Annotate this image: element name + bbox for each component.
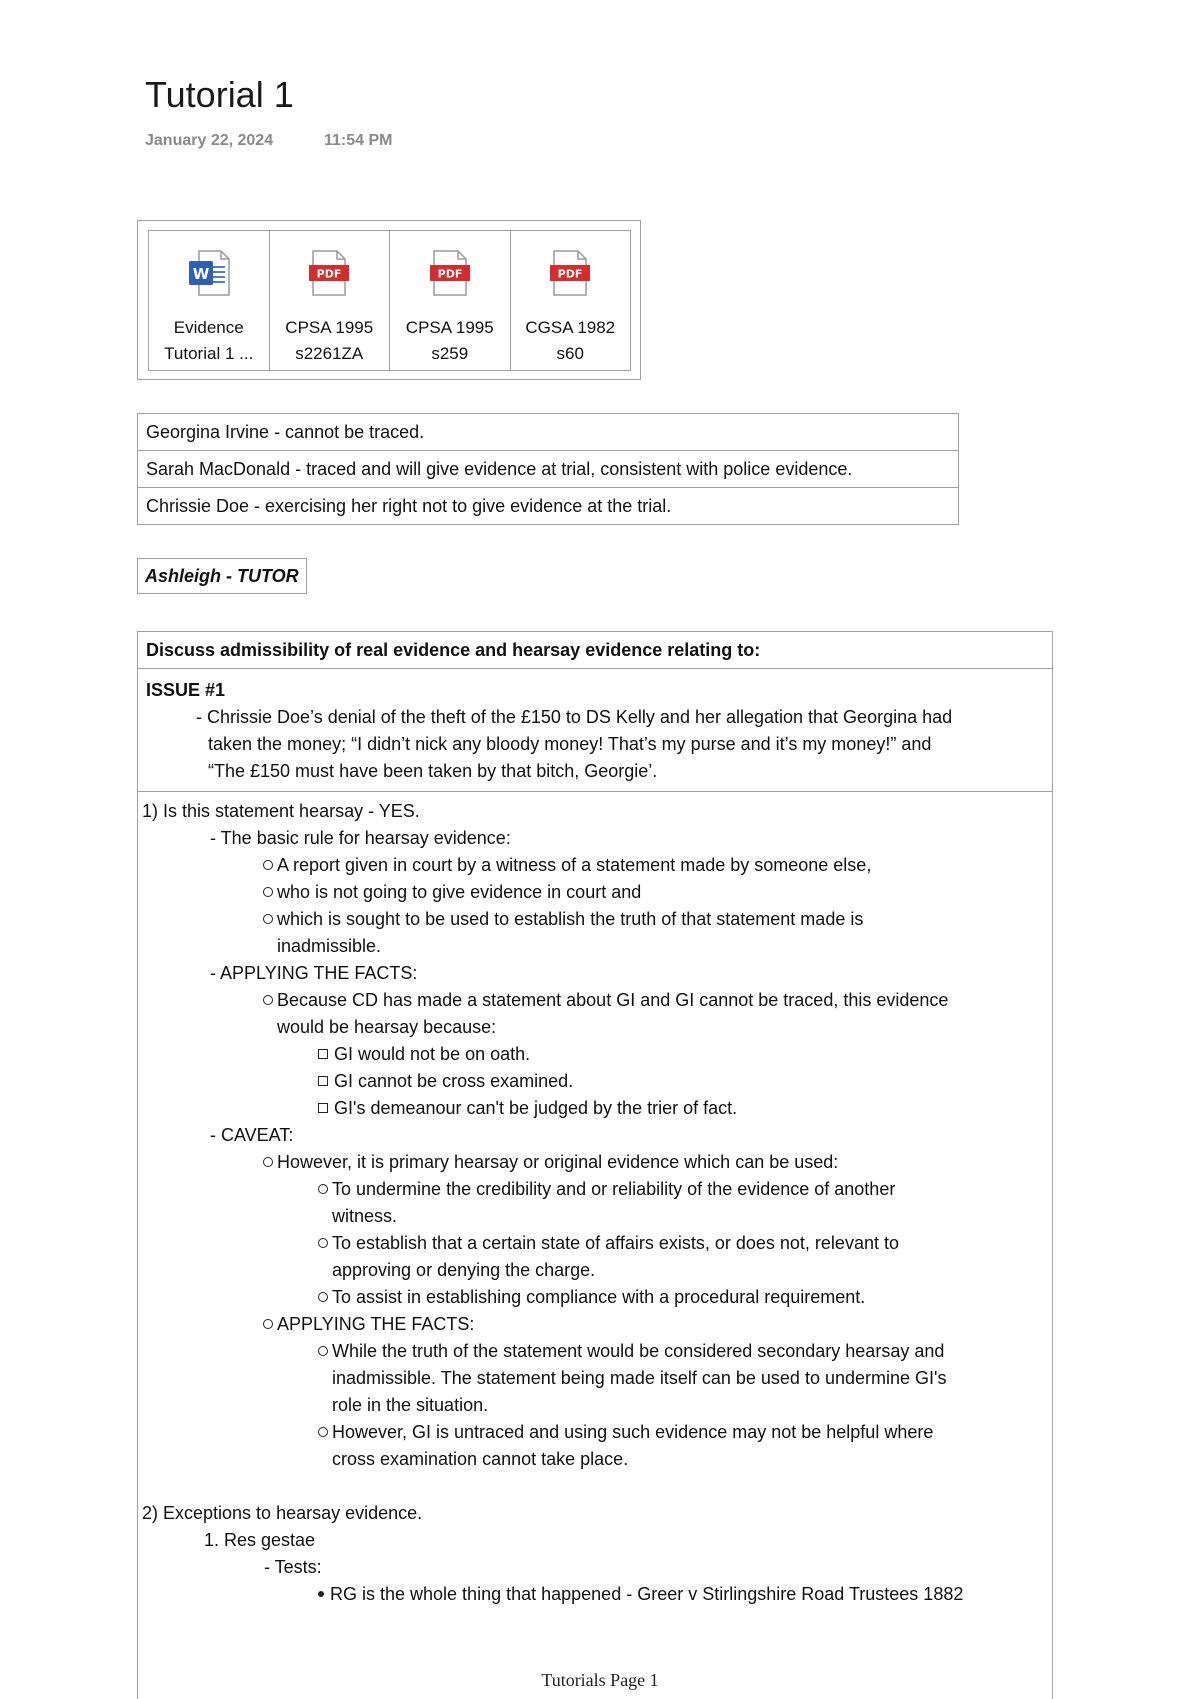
list-item: However, GI is untraced and using such evidence may not be helpful where: [332, 1422, 934, 1442]
page-title: Tutorial 1: [145, 74, 294, 115]
square-bullet-icon: [318, 1076, 328, 1086]
issue-cell[interactable]: [138, 669, 1052, 792]
page-date: January 22, 2024: [145, 132, 274, 149]
list-item: would be hearsay because:: [277, 1017, 497, 1037]
list-item: To assist in establishing compliance with a procedural requirement.: [332, 1287, 866, 1307]
attachment-pdf[interactable]: [270, 231, 391, 370]
list-item: which is sought to be used to establish the truth of that statement made is: [277, 909, 864, 929]
list-item: - APPLYING THE FACTS:: [210, 963, 418, 983]
fact-cell[interactable]: Georgina Irvine - cannot be traced.: [138, 414, 959, 451]
word-file-icon: [187, 249, 231, 297]
list-item: who is not going to give evidence in court and: [277, 882, 642, 902]
word-badge: W: [192, 265, 210, 283]
attachment-word[interactable]: [149, 231, 270, 370]
list-item: APPLYING THE FACTS:: [277, 1314, 475, 1334]
list-item: GI cannot be cross examined.: [334, 1071, 574, 1091]
issue-line: taken the money; “I didn’t nick any bloody money! That’s my purse and it’s my money!” and: [208, 734, 932, 754]
table-row: [138, 488, 959, 525]
list-item: While the truth of the statement would be considered secondary hearsay and: [332, 1341, 945, 1361]
attachments-table: [148, 230, 631, 371]
fact-cell[interactable]: Chrissie Doe - exercising her right not to give evidence at the trial.: [138, 488, 959, 525]
circle-bullet-icon: [318, 1427, 328, 1437]
pdf-badge: PDF: [557, 267, 583, 281]
list-item: GI's demeanour can't be judged by the trier of fact.: [334, 1098, 738, 1118]
square-bullet-icon: [318, 1103, 328, 1113]
list-item: inadmissible.: [277, 936, 382, 956]
pdf-file-icon: [307, 249, 351, 297]
attachment-label: CPSA 1995 s259: [405, 318, 494, 363]
circle-bullet-icon: [263, 1319, 273, 1329]
list-item: - The basic rule for hearsay evidence:: [210, 828, 511, 848]
tutor-label[interactable]: Ashleigh - TUTOR: [137, 558, 307, 594]
list-item: A report given in court by a witness of a statement made by someone else,: [277, 855, 872, 875]
fact-cell[interactable]: Sarah MacDonald - traced and will give evidence at trial, consistent with police evidence.: [138, 451, 959, 488]
list-item: 1) Is this statement hearsay - YES.: [142, 801, 420, 821]
issue-label: ISSUE #1: [146, 680, 226, 700]
blank-line: [142, 1473, 1048, 1500]
list-item: To undermine the credibility and or reliability of the evidence of another: [332, 1179, 896, 1199]
attachment-pdf[interactable]: [390, 231, 511, 370]
list-item: approving or denying the charge.: [332, 1260, 596, 1280]
pdf-file-icon: [428, 249, 472, 297]
circle-bullet-icon: [318, 1346, 328, 1356]
list-item: - Tests:: [264, 1557, 322, 1577]
list-item: GI would not be on oath.: [334, 1044, 531, 1064]
attachment-label: CGSA 1982 s60: [525, 318, 616, 363]
list-item: However, it is primary hearsay or original evidence which can be used:: [277, 1152, 839, 1172]
attachment-label: CPSA 1995 s2261ZA: [285, 318, 374, 363]
attachment-label: Evidence Tutorial 1 ...: [164, 318, 254, 363]
list-item: RG is the whole thing that happened - Greer v Stirlingshire Road Trustees 1882: [330, 1584, 964, 1604]
table-row: [138, 451, 959, 488]
analysis-cell[interactable]: [138, 792, 1052, 1614]
list-item: Because CD has made a statement about GI and GI cannot be traced, this evidence: [277, 990, 949, 1010]
circle-bullet-icon: [318, 1292, 328, 1302]
discussion-table: [137, 631, 1053, 1699]
list-item: 1. Res gestae: [204, 1530, 316, 1550]
pdf-file-icon: [548, 249, 592, 297]
circle-bullet-icon: [318, 1238, 328, 1248]
list-item: witness.: [332, 1206, 398, 1226]
list-item: role in the situation.: [332, 1395, 489, 1415]
list-item: - CAVEAT:: [210, 1125, 294, 1145]
table-row: [138, 414, 959, 451]
square-bullet-icon: [318, 1049, 328, 1059]
circle-bullet-icon: [318, 1184, 328, 1194]
circle-bullet-icon: [263, 860, 273, 870]
pdf-badge: PDF: [316, 267, 342, 281]
list-item: 2) Exceptions to hearsay evidence.: [142, 1503, 423, 1523]
circle-bullet-icon: [263, 1157, 273, 1167]
facts-table: [137, 413, 959, 525]
list-item: inadmissible. The statement being made itself can be used to undermine GI's: [332, 1368, 947, 1388]
page-footer: Tutorials Page 1: [541, 1670, 659, 1690]
attachment-pdf[interactable]: [511, 231, 631, 370]
page-time: 11:54 PM: [324, 132, 393, 149]
circle-bullet-icon: [263, 887, 273, 897]
discussion-header[interactable]: Discuss admissibility of real evidence and hearsay evidence relating to:: [138, 632, 1052, 669]
circle-bullet-icon: [263, 995, 273, 1005]
pdf-badge: PDF: [437, 267, 463, 281]
list-item: cross examination cannot take place.: [332, 1449, 629, 1469]
dot-bullet-icon: [318, 1591, 324, 1597]
circle-bullet-icon: [263, 914, 273, 924]
issue-line: “The £150 must have been taken by that bitch, Georgie’.: [208, 761, 658, 781]
list-item: To establish that a certain state of affairs exists, or does not, relevant to: [332, 1233, 899, 1253]
issue-line: - Chrissie Doe’s denial of the theft of the £150 to DS Kelly and her allegation that Georgina had: [196, 707, 953, 727]
